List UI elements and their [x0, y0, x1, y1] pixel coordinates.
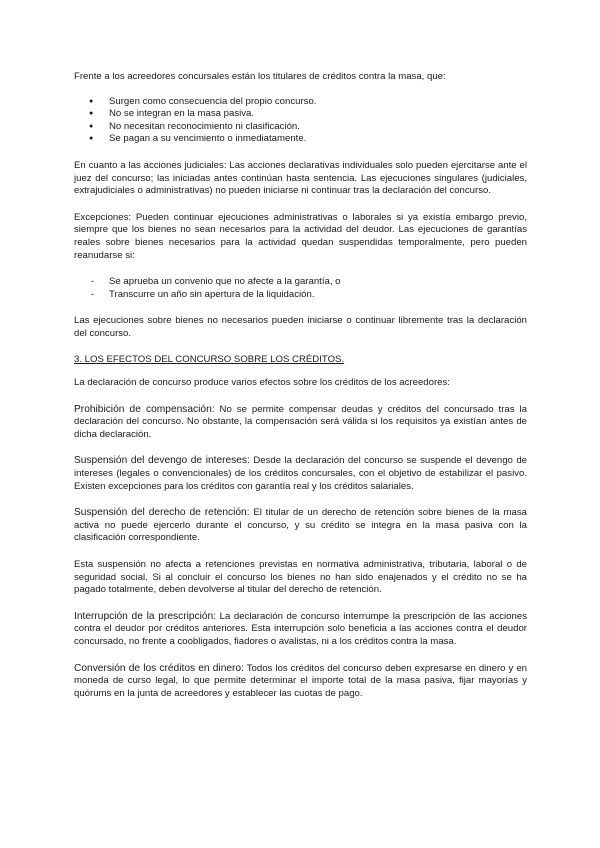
devengo-term: Suspensión del devengo de intereses: — [74, 455, 250, 467]
conversion-text: Todos los créditos del concurso deben expresarse en dinero y en moneda de curso legal, lo que permite determinar el importe total de la masa pasiva, fijar mayorías y quórums en la junta de acreedores y establecer las cuotas de pago. — [74, 662, 527, 699]
prescripcion-text: La declaración de concurso interrumpe la prescripción de las acciones contra el deudor por créditos anteriores. Esta interrupción solo beneficia a las acciones contra el deudor concursado, no frente a coobligados, fiadores o avalistas, ni a los créditos contra la masa. — [74, 610, 527, 647]
reanudar-list — [74, 276, 527, 301]
intro-paragraph: Frente a los acreedores concursales están los titulares de créditos contra la masa, que: — [74, 71, 446, 82]
devengo-paragraph — [74, 455, 527, 493]
section-heading: 3. LOS EFECTOS DEL CONCURSO SOBRE LOS CRÉDITOS. — [74, 353, 345, 365]
retencion-paragraph — [74, 507, 527, 545]
excepciones-paragraph: Excepciones: Pueden continuar ejecuciones administrativas o laborales si ya existía embargo previo, siempre que los bienes no sean necesarios para la actividad del deudor. Las ejecuciones de garantías reales sobre bienes necesarios para la actividad quedan suspendidas temporalmente, pero pueden reanudarse si: — [74, 211, 527, 261]
masa-credit-list — [74, 96, 527, 146]
list-item: ● Surgen como consecuencia del propio concurso. — [74, 96, 527, 109]
conversion-paragraph — [74, 663, 527, 701]
compensacion-text: No se permite compensar deudas y créditos del concursado tras la declaración del concurso. No obstante, la compensación será válida si los requisitos ya existían antes de dicha declaración. — [74, 403, 527, 440]
compensacion-term: Prohibición de compensación: — [74, 403, 215, 415]
list-item: ● Se pagan a su vencimiento o inmediatamente. — [74, 133, 527, 146]
compensacion-paragraph — [74, 404, 527, 442]
list-item: ● No se integran en la masa pasiva. — [74, 108, 527, 121]
no-necesarios-paragraph: Las ejecuciones sobre bienes no necesarios pueden iniciarse o continuar libremente tras la declaración del concurso. — [74, 315, 527, 339]
prescripcion-term: Interrupción de la prescripción: — [74, 610, 217, 622]
list-item: - Se aprueba un convenio que no afecte a la garantía, o — [74, 276, 527, 289]
retencion-term: Suspensión del derecho de retención: — [74, 507, 250, 519]
section-intro: La declaración de concurso produce varios efectos sobre los créditos de los acreedores: — [74, 377, 450, 389]
list-item: - Transcurre un año sin apertura de la liquidación. — [74, 289, 527, 302]
retencion-extra-paragraph: Esta suspensión no afecta a retenciones previstas en normativa administrativa, tributaria, laboral o de seguridad social. Si al concluir el concurso los bienes no han sido enajenados y el crédito no se ha pagado totalmente, deben devolverse al titular del derecho de retención. — [74, 559, 527, 596]
list-item: ● No necesitan reconocimiento ni clasificación. — [74, 121, 527, 134]
devengo-text: Desde la declaración del concurso se suspende el devengo de intereses (legales o convencionales) de los créditos concursales, con el objetivo de estabilizar el pasivo. Existen excepciones para los créditos con garantía real y los créditos salariales. — [74, 455, 528, 492]
conversion-term: Conversión de los créditos en dinero: — [74, 662, 244, 674]
acciones-paragraph: En cuanto a las acciones judiciales: Las acciones declarativas individuales solo pueden ejercitarse ante el juez del concurso; las iniciadas antes continúan hasta sentencia. Las ejecuciones singulares (judiciales, extrajudiciales o administrativas) no pueden iniciarse ni continuar tras la declaración del concurso. — [74, 159, 527, 197]
retencion-text: El titular de un derecho de retención sobre bienes de la masa activa no puede ejercerlo durante el concurso, y su crédito se integra en la masa pasiva con la clasificación correspondiente. — [74, 507, 528, 544]
prescripcion-paragraph — [74, 611, 527, 649]
